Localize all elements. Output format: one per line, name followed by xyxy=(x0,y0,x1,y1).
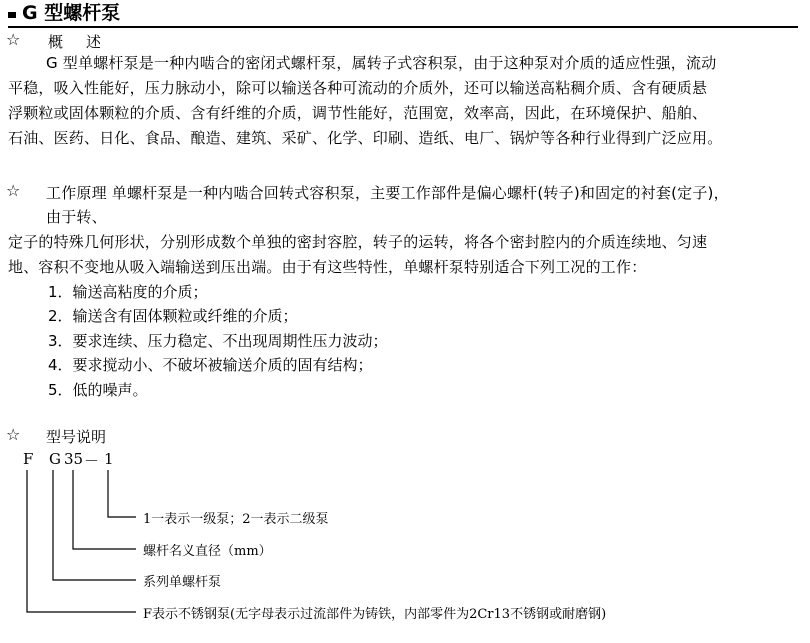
model-code-35: 35 xyxy=(64,450,84,468)
overview-line-4: 石油、医药、日化、食品、酿造、建筑、采矿、化学、印刷、造纸、电厂、锅炉等各种行业得到广泛应用。 xyxy=(8,129,723,147)
principle-line-4: 地、容积不变地从吸入端输送到压出端。由于有这些特性，单螺杆泵特别适合下列工况的工作： xyxy=(8,258,647,276)
model-code-1: 1 xyxy=(104,450,114,468)
principle-line-2: 由于转、 xyxy=(46,208,107,226)
model-note-series: 系列单螺杆泵 xyxy=(143,575,222,590)
model-code-f: F xyxy=(23,450,34,468)
overview-line-3: 浮颗粒或固体颗粒的介质、含有纤维的介质，调节性能好，范围宽，效率高，因此，在环境保护、船舶、 xyxy=(8,104,708,122)
model-heading: 型号说明 xyxy=(46,428,107,446)
star-icon: ☆ xyxy=(6,30,21,49)
list-item: 3．要求连续、压力稳定、不出现周期性压力波动； xyxy=(48,332,388,350)
page-title: G 型螺杆泵 xyxy=(22,2,121,24)
star-icon: ☆ xyxy=(6,425,21,444)
principle-line-1: 工作原理 单螺杆泵是一种内啮合回转式容积泵，主要工作部件是偏心螺杆(转子)和固定的衬套(定子)， xyxy=(46,184,729,202)
principle-line-3: 定子的特殊几何形状，分别形成数个单独的密封容腔，转子的运转，将各个密封腔内的介质连续地、匀速 xyxy=(8,233,708,251)
model-code-dash: － xyxy=(84,452,100,470)
star-icon: ☆ xyxy=(6,181,21,200)
overview-line-1: G 型单螺杆泵是一种内啮合的密闭式螺杆泵，属转子式容积泵，由于这种泵对介质的适应性强，流动 xyxy=(46,54,717,72)
list-item: 4．要求搅动小、不破坏被输送介质的固有结构； xyxy=(48,356,373,374)
model-note-material: F表示不锈钢泵(无字母表示过流部件为铸铁，内部零件为2Cr13不锈钢或耐磨钢) xyxy=(143,607,607,622)
list-item: 2．输送含有固体颗粒或纤维的介质； xyxy=(48,307,298,325)
model-note-stage: 1一表示一级泵；2一表示二级泵 xyxy=(143,512,329,527)
model-note-diameter: 螺杆名义直径（mm） xyxy=(143,544,272,559)
overview-line-2: 平稳，吸入性能好，压力脉动小，除可以输送各种可流动的介质外，还可以输送高粘稠介质、含有硬质悬 xyxy=(8,79,708,97)
model-code-g: G xyxy=(49,450,61,468)
overview-heading: 概 述 xyxy=(48,33,106,51)
list-item: 1．输送高粘度的介质； xyxy=(48,283,208,301)
list-item: 5．低的噪声。 xyxy=(48,381,148,399)
